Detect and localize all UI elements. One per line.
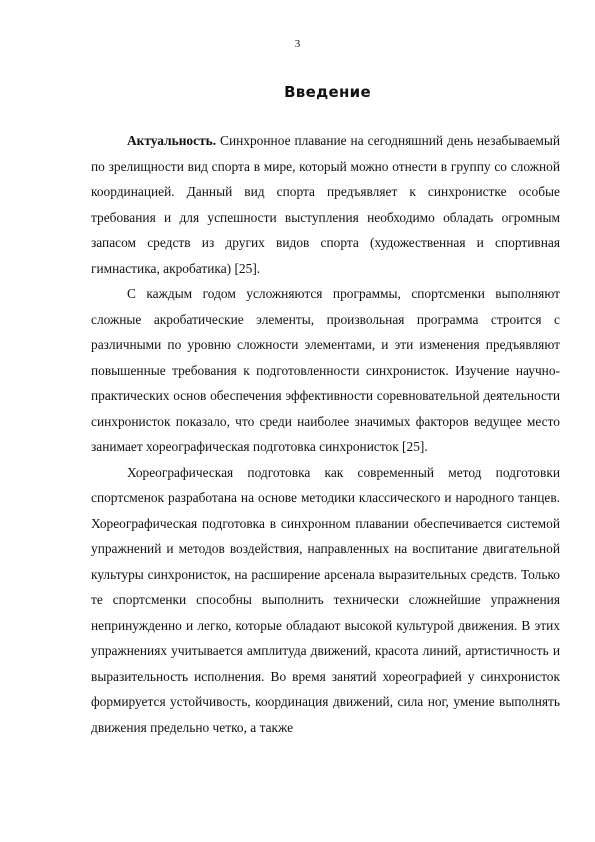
section-title: Введение — [284, 83, 371, 101]
body-text — [91, 128, 560, 740]
paragraph-text: Хореографическая подготовка как современный метод подготовки спортсменок разработана на основе методики классического и народного танцев. Хореографическая подготовка в синхронном плавании обеспечивается системой упражнений и методов воздействия, направленных на воспитание двигательной культуры синхронисток, на расширение арсенала выразительных средств. Только те спортсменки способны выполнить технически сложнейшие упражнения непринужденно и легко, которые обладают высокой культурой движения. В этих упражнениях учитывается амплитуда движений, красота линий, артистичность и выразительность исполнения. Во время занятий хореографией у синхронисток формируется устойчивость, координация движений, сила ног, умение выполнять движения предельно четко, а также — [91, 464, 560, 735]
page-number: 3 — [294, 38, 301, 50]
paragraph-text: С каждым годом усложняются программы, спортсменки выполняют сложные акробатические элементы, произвольная программа строится с различными по уровню сложности элементами, и эти изменения предъявляют повышенные требования к подготовленности синхронисток. Изучение научно-практических основ обеспечения эффективности соревновательной деятельности синхронисток показало, что среди наиболее значимых факторов ведущее место занимает хореографическая подготовка синхронисток [25]. — [91, 286, 560, 454]
paragraph-choreography — [91, 460, 560, 741]
paragraph-programs — [91, 281, 560, 460]
paragraph-relevance — [91, 128, 560, 281]
paragraph-lead: Актуальность. — [127, 133, 217, 148]
paragraph-text: Синхронное плавание на сегодняшний день незабываемый по зрелищности вид спорта в мире, который можно отнести в группу со сложной координацией. Данный вид спорта предъявляет к синхронистке особые требования и для успешности выступления необходимо обладать огромным запасом средств из других видов спорта (художественная и спортивная гимнастика, акробатика) [25]. — [91, 133, 560, 276]
